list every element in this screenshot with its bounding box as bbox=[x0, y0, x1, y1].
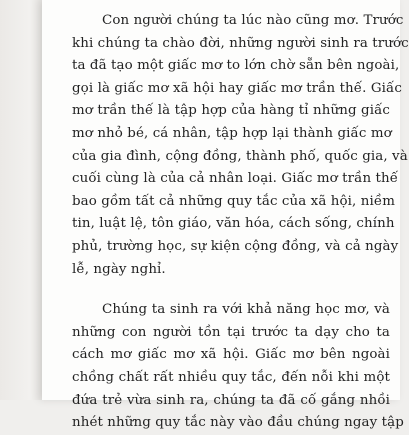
text-line: phủ, trường học, sự kiện cộng đồng, và cả ngày bbox=[72, 238, 399, 254]
text-line: bao gồm tất cả những quy tắc của xã hội, niềm bbox=[72, 193, 395, 209]
text-line: gọi là giấc mơ xã hội hay giấc mơ trần thế. Giấc bbox=[72, 80, 402, 96]
text-line: Con người chúng ta lúc nào cũng mơ. Trước bbox=[102, 13, 404, 28]
text-line: đứa trẻ vừa sinh ra, chúng ta đã cố gắng nhồi bbox=[72, 392, 390, 408]
text-line: nhét những quy tắc này vào đầu chúng ngay tập bbox=[72, 415, 404, 431]
page-text bbox=[72, 10, 409, 435]
text-line: khi chúng ta chào đời, những người sinh ra trước bbox=[72, 35, 409, 51]
page-gutter bbox=[0, 0, 42, 400]
paragraph-2 bbox=[72, 299, 404, 435]
text-line: những con người tồn tại trước ta dạy cho ta bbox=[72, 324, 390, 340]
paragraph-1 bbox=[72, 10, 409, 281]
text-line: cuối cùng là của cả nhân loại. Giấc mơ trần thế bbox=[72, 171, 399, 187]
text-line: ta đã tạo một giấc mơ to lớn chờ sẵn bên ngoài, bbox=[72, 58, 400, 74]
text-line: lễ, ngày nghỉ. bbox=[72, 261, 166, 277]
book-page[interactable] bbox=[42, 0, 409, 431]
text-line: của gia đình, cộng đồng, thành phố, quốc gia, và bbox=[72, 148, 408, 164]
text-line: cách mơ giấc mơ xã hội. Giấc mơ bên ngoài bbox=[72, 347, 390, 363]
text-line: mơ nhỏ bé, cá nhân, tập hợp lại thành giấc mơ bbox=[72, 125, 392, 141]
paragraph-gap bbox=[72, 281, 390, 299]
text-line: tin, luật lệ, tôn giáo, văn hóa, cách sống, chính bbox=[72, 216, 395, 232]
text-line: mơ trần thế là tập hợp của hàng tỉ những giấc bbox=[72, 103, 390, 119]
text-line: Chúng ta sinh ra với khả năng học mơ, và bbox=[102, 302, 390, 318]
text-line: chồng chất rất nhiều quy tắc, đến nỗi khi một bbox=[72, 369, 390, 385]
